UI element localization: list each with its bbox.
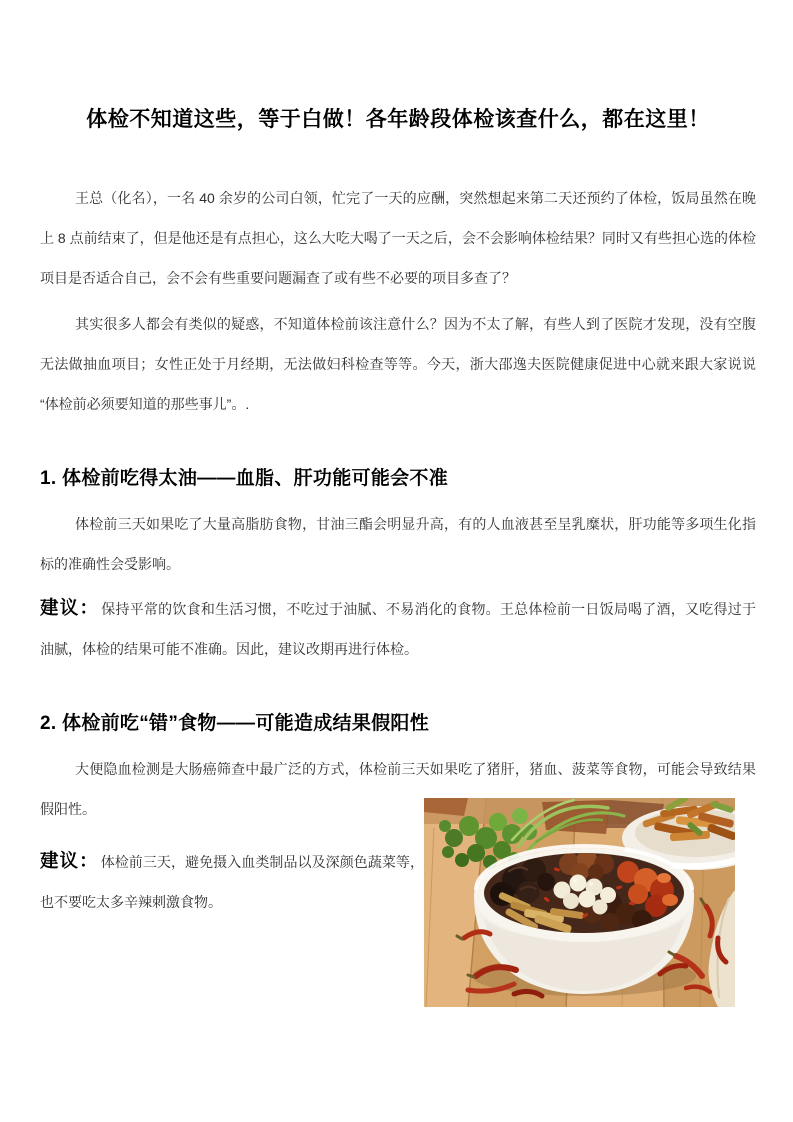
- page-title: 体检不知道这些，等于白做！各年龄段体检该查什么，都在这里！: [86, 108, 710, 131]
- section-1-heading: 1. 体检前吃得太油——血脂、肝功能可能会不准: [40, 468, 449, 489]
- intro-paragraph-2: 其实很多人都会有类似的疑惑，不知道体检前该注意什么？因为不太了解，有些人到了医院才发现，没有空腹无法做抽血项目；女性正处于月经期，无法做妇科检查等等。今天，浙大邵逸夫医院健康促进中心就来跟大家说说“体检前必须要知道的那些事儿”。.: [40, 316, 756, 412]
- advice-text: 体检前三天，避免摄入血类制品以及深颜色蔬菜等，也不要吃太多辛辣刺激食物。: [40, 854, 424, 910]
- document-content: [40, 0, 756, 922]
- food-photo: [424, 798, 735, 1007]
- intro-paragraph-1: 王总（化名），一名 40 余岁的公司白领，忙完了一天的应酬，突然想起来第二天还预约了体检，饭局虽然在晚上 8 点前结束了，但是他还是有点担心，这么大吃大喝了一天之后，会不会影响体检结果？同时又有些担心选的体检项目是否适合自己，会不会有些重要问题漏查了或有些不必要的项目多查了？: [40, 190, 756, 286]
- section-1-advice: [40, 588, 756, 669]
- advice-label: 建议：: [40, 597, 100, 618]
- section-2-heading: 2. 体检前吃“错”食物——可能造成结果假阳性: [40, 713, 430, 734]
- advice-text: 保持平常的饮食和生活习惯，不吃过于油腻、不易消化的食物。王总体检前一日饭局喝了酒，又吃得过于油腻，体检的结果可能不准确。因此，建议改期再进行体检。: [40, 601, 756, 657]
- section-2-body: 大便隐血检测是大肠癌筛查中最广泛的方式，体检前三天如果吃了猪肝，猪血、菠菜等食物，可能会导致结果假阳性。: [40, 761, 756, 817]
- advice-label: 建议：: [40, 850, 99, 871]
- section-2-advice: [40, 841, 424, 922]
- section-1-body: 体检前三天如果吃了大量高脂肪食物，甘油三酯会明显升高，有的人血液甚至呈乳糜状，肝功能等多项生化指标的准确性会受影响。: [40, 516, 756, 572]
